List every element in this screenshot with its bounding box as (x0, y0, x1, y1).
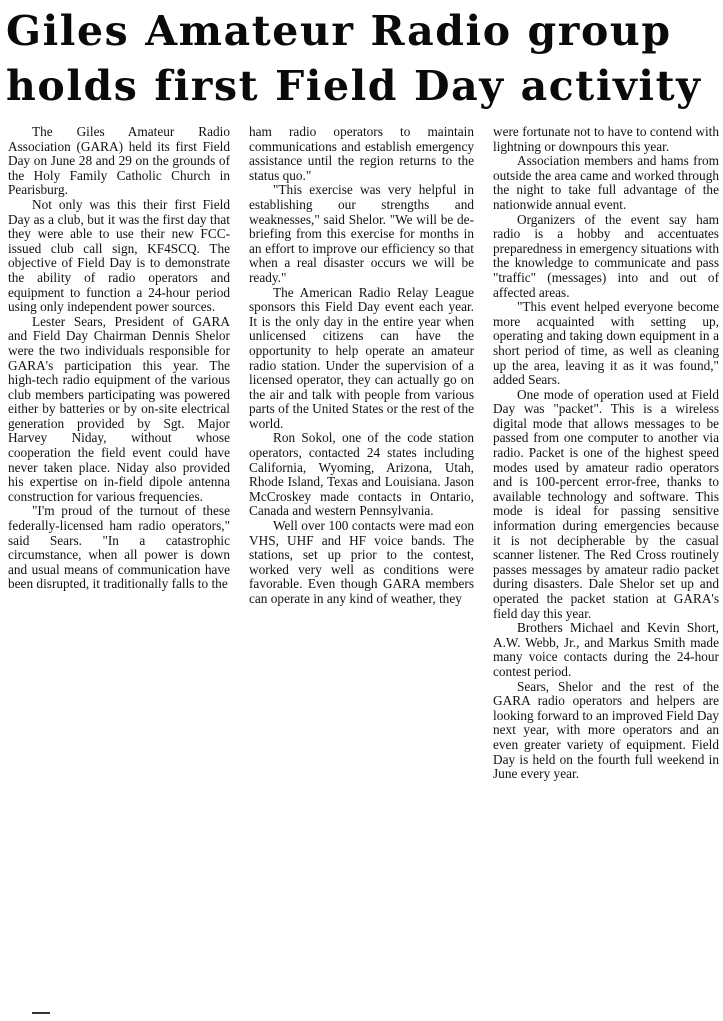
headline (6, 4, 718, 114)
scan-mark (32, 1012, 50, 1014)
article-column-3 (493, 125, 719, 1015)
headline-line-2: holds first Field Day activity (6, 62, 702, 110)
paragraph: "I'm proud of the turnout of these federally-licensed ham radio operators," said Sears. "In a catastrophic circumstance, when all power is down and usual means of communication have been disrupted, it traditionally falls to the (8, 503, 230, 592)
paragraph-continued: ham radio operators to maintain communications and establish emergency assistance until the region returns to the status quo." (249, 125, 474, 183)
paragraph: The American Radio Relay League sponsors this Field Day event each year. It is the only day in the entire year when unlicensed citizens can have the opportunity to help operate an amateur radio station. Under the supervision of a licensed operator, they can actually go on the air and talk with people from various parts of the United States or the rest of the world. (249, 284, 474, 431)
paragraph: Not only was this their first Field Day as a club, but it was the first day that they were able to use their new FCC-issued club call sign, KF4SCQ. The objective of Field Day is to demonstrate the ability of radio operators and equipment to function a 24-hour period using only independent power sources. (8, 196, 230, 315)
article-column-2 (249, 125, 474, 1015)
paragraph: Brothers Michael and Kevin Short, A.W. Webb, Jr., and Markus Smith made many voice contacts during the 24-hour contest period. (493, 620, 719, 679)
paragraph: One mode of operation used at Field Day was "packet". This is a wireless digital mode that allows messages to be passed from one computer to another via radio. Packet is one of the highest speed modes used by amateur radio operators and is 100-percent error-free, thanks to available technology and software. This mode is ideal for passing sensitive information during emergencies because it is not decipherable by the casual scanner listener. The Red Cross routinely passes messages by amateur radio packet during disasters. Dale Shelor set up and operated the packet station at GARA's field day this year. (493, 386, 719, 621)
paragraph: "This exercise was very helpful in establishing our strengths and weaknesses," said Shelor. "We will be de-briefing from this exercise for months in an effort to improve our efficiency so that when a real disaster occurs we will be ready." (249, 182, 474, 285)
paragraph: Association members and hams from outside the area came and worked through the night to take full advantage of the nationwide annual event. (493, 153, 719, 212)
paragraph: Well over 100 contacts were mad eon VHS, UHF and HF voice bands. The stations, set up prior to the contest, worked very well as conditions were favorable. Even though GARA members can operate in any kind of weather, they (249, 518, 474, 606)
headline-line-1: Giles Amateur Radio group (6, 7, 672, 55)
paragraph: Sears, Shelor and the rest of the GARA radio operators and helpers are looking forward to an improved Field Day next year, with more operators and an even greater variety of equipment. Field Day is held on the fourth full weekend in June every year. (493, 678, 719, 782)
paragraph: Organizers of the event say ham radio is a hobby and accentuates preparedness in emergency situations with the knowledge to communicate and pass "traffic" (messages) into and out of affected areas. (493, 211, 719, 300)
paragraph-continued: were fortunate not to have to contend with lightning or downpours this year. (493, 125, 719, 154)
paragraph: The Giles Amateur Radio Association (GARA) held its first Field Day on June 28 and 29 on the grounds of the Holy Family Catholic Church in Pearisburg. (8, 125, 230, 198)
paragraph: "This event helped everyone become more acquainted with setting up, operating and taking down equipment in a short period of time, as well as cleaning up the area, leaving it as it was found," added Sears. (493, 299, 719, 388)
article-column-1 (8, 125, 230, 1015)
paragraph: Lester Sears, President of GARA and Field Day Chairman Dennis Shelor were the two individuals responsible for GARA's participation this year. The high-tech radio equipment of the various club members participating was powered either by batteries or by on-site electrical generation provided by Sgt. Major Harvey Niday, without whose cooperation the field event could have never taken place. Niday also provided his expertise on in-field dipole antenna construction for various frequencies. (8, 313, 230, 504)
paragraph: Ron Sokol, one of the code station operators, contacted 24 states including California, Wyoming, Arizona, Utah, Rhode Island, Texas and Louisiana. Jason McCroskey made contacts in Ontario, Canada and western Pennsylvania. (249, 430, 474, 519)
